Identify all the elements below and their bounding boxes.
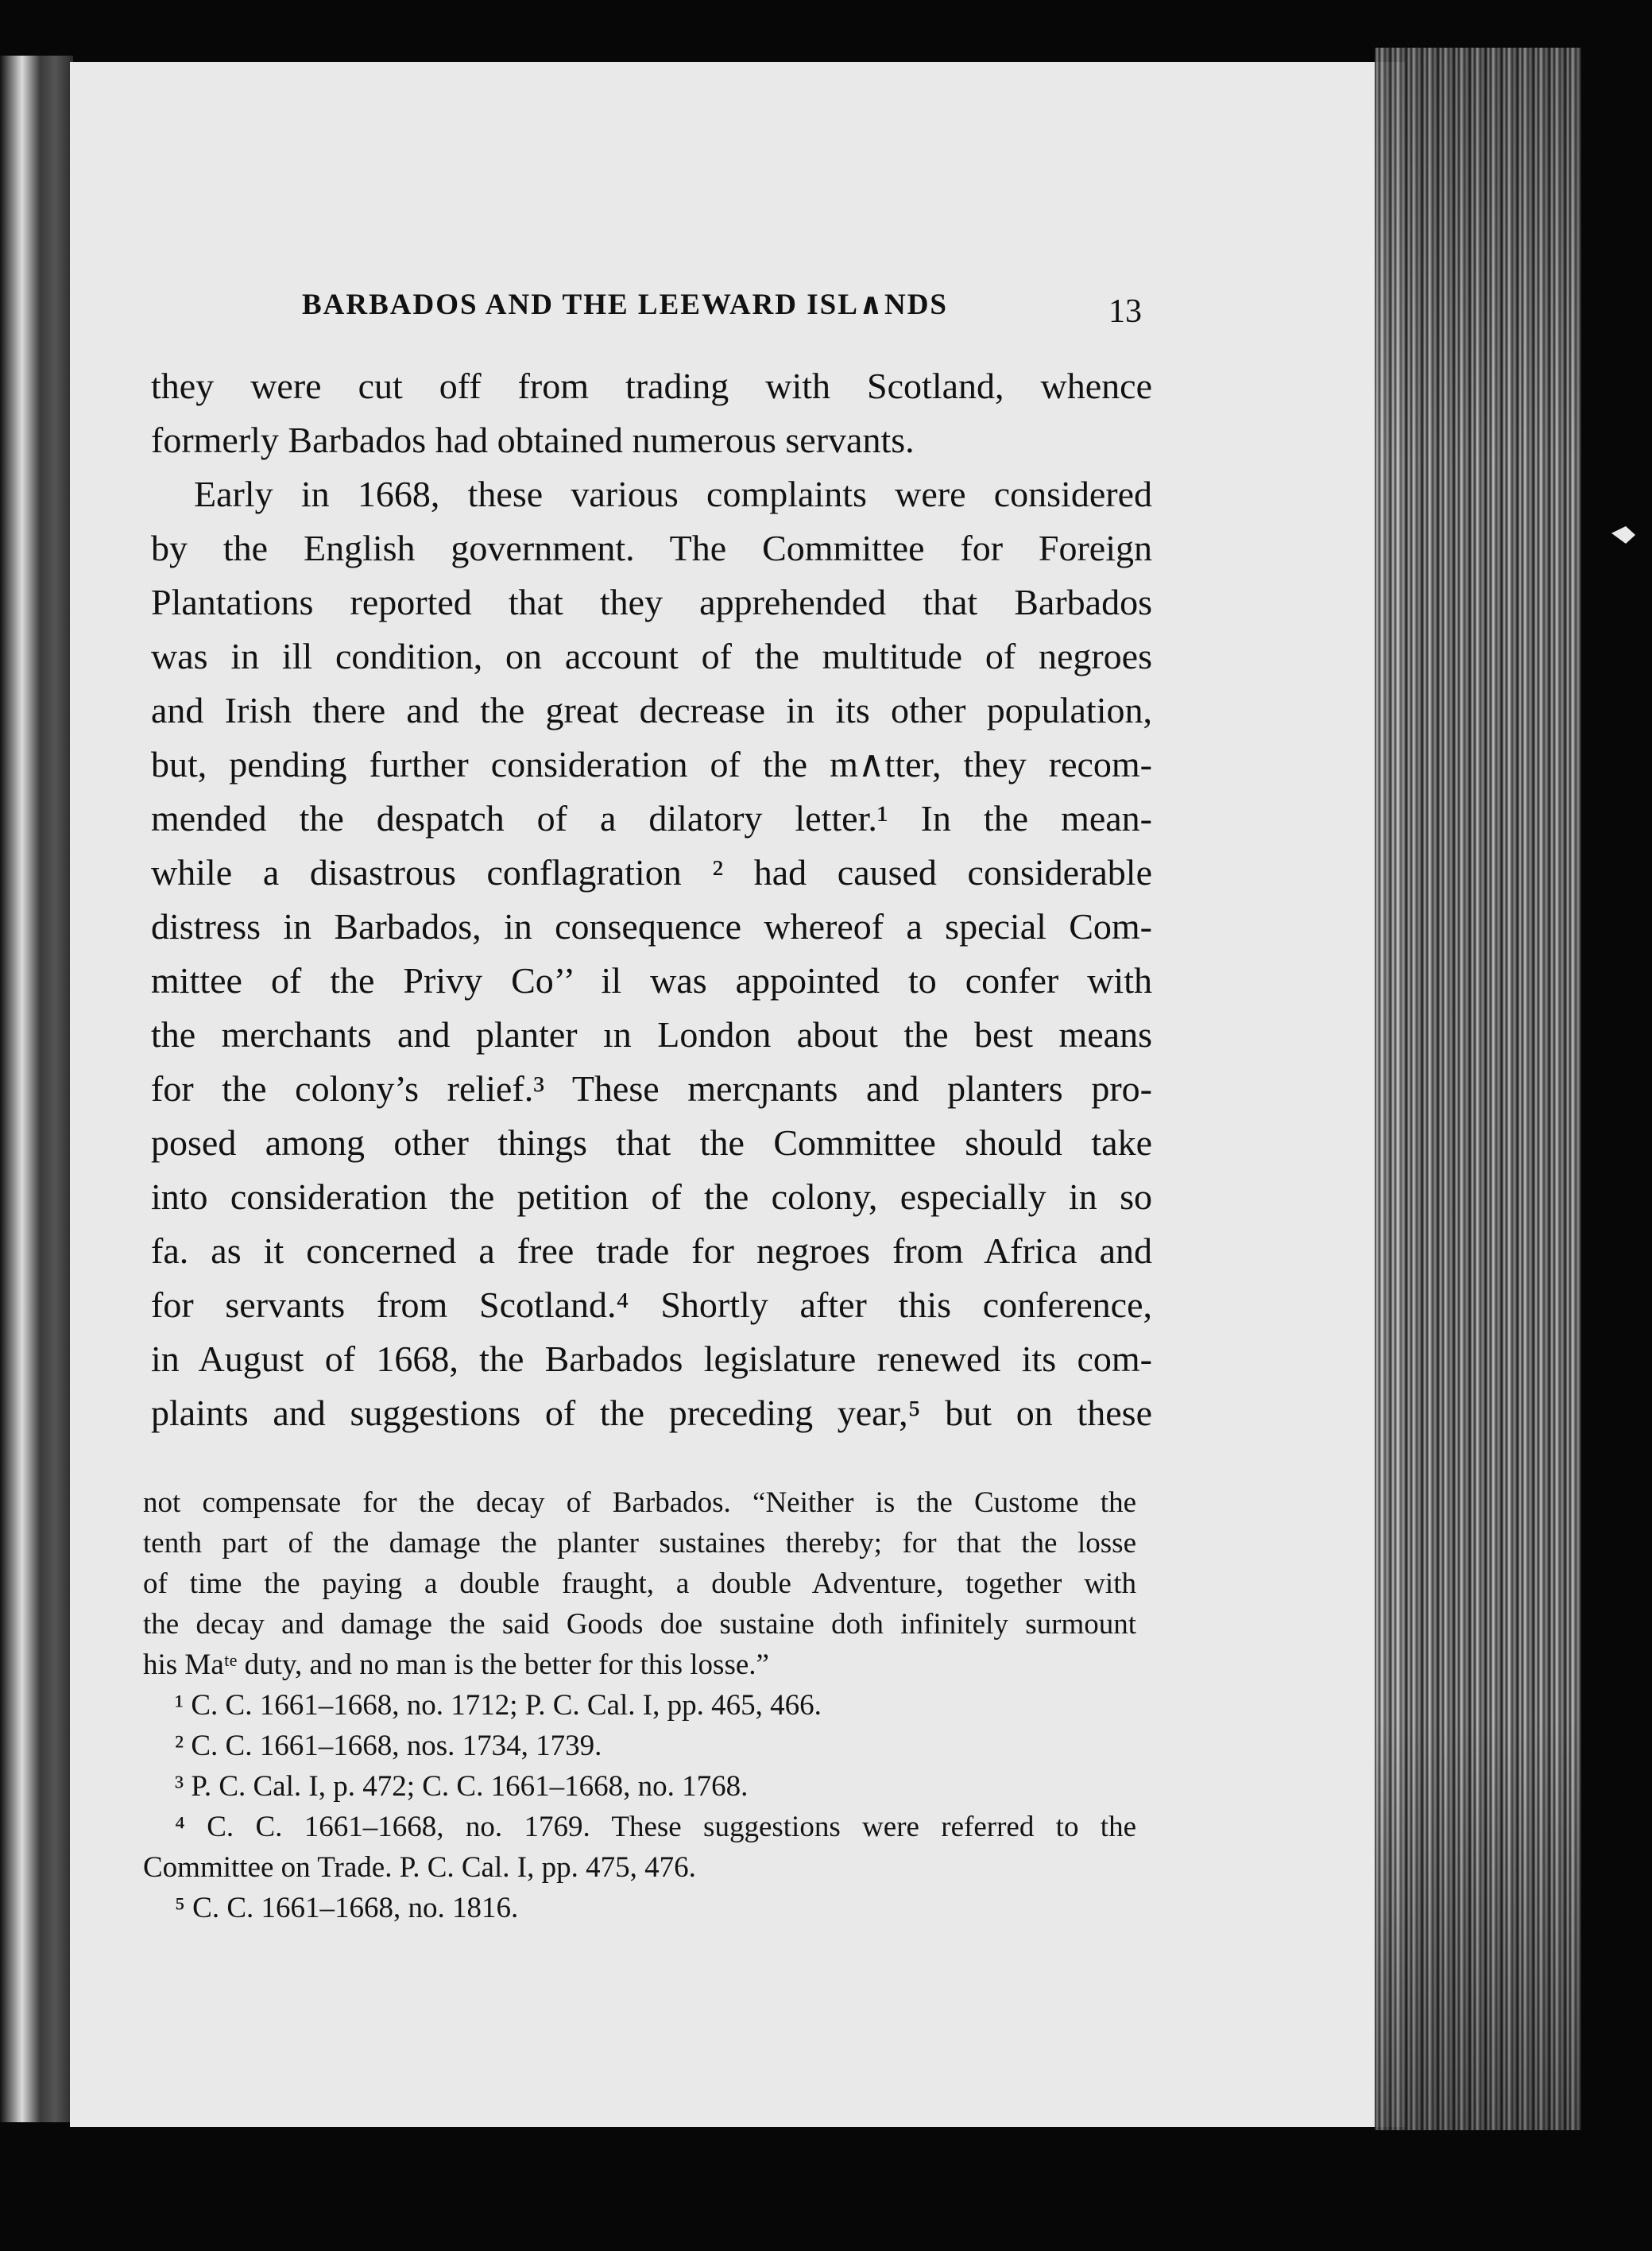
footnote-4: ⁴ C. C. 1661–1668, no. 1769. These suggestions were referred to the — [175, 1811, 1136, 1843]
body-line: for the colony’s relief.³ These mercɲants and planters pro- — [151, 1068, 1152, 1109]
footnote-continuation-line: not compensate for the decay of Barbados. “Neither is the Custome the — [143, 1486, 1136, 1519]
body-line: into consideration the petition of the colony, especially in so — [151, 1176, 1152, 1217]
body-line: was in ill condition, on account of the multitude of negroes — [151, 636, 1152, 676]
body-line: they were cut off from trading with Scotland, whence — [151, 366, 1152, 406]
footnote-continuation-line: his Maᵗᵉ duty, and no man is the better for this losse.” — [143, 1649, 769, 1681]
footnote-1: ¹ C. C. 1661–1668, no. 1712; P. C. Cal. I, pp. 465, 466. — [175, 1689, 822, 1722]
body-line: by the English government. The Committee for Foreign — [151, 528, 1152, 568]
body-text — [151, 359, 1152, 1440]
body-line: mended the despatch of a dilatory letter.¹ In the mean- — [151, 798, 1152, 839]
body-line: for servants from Scotland.⁴ Shortly after this conference, — [151, 1284, 1152, 1325]
body-line: formerly Barbados had obtained numerous servants. — [151, 420, 915, 460]
footnotes — [143, 1482, 1136, 1928]
body-line: posed among other things that the Committee should take — [151, 1122, 1152, 1163]
body-line: Early in 1668, these various complaints were considered — [194, 474, 1152, 514]
footnote-5: ⁵ C. C. 1661–1668, no. 1816. — [175, 1892, 519, 1924]
page-number: 13 — [1108, 293, 1142, 330]
body-line: distress in Barbados, in consequence whereof a special Com- — [151, 906, 1152, 947]
footnote-4-continuation: Committee on Trade. P. C. Cal. I, pp. 475, 476. — [143, 1851, 696, 1884]
body-line: in August of 1668, the Barbados legislature renewed its com- — [151, 1339, 1152, 1379]
footnote-2: ² C. C. 1661–1668, nos. 1734, 1739. — [175, 1730, 602, 1762]
body-line: but, pending further consideration of the m∧tter, they recom- — [151, 744, 1152, 785]
body-line: mittee of the Privy Co’’ il was appointed to confer with — [151, 960, 1152, 1001]
body-line: and Irish there and the great decrease in its other population, — [151, 690, 1152, 730]
footnote-continuation-line: tenth part of the damage the planter sustaines thereby; for that the losse — [143, 1527, 1136, 1559]
footnote-continuation-line: the decay and damage the said Goods doe sustaine doth infinitely surmount — [143, 1608, 1136, 1641]
body-line: while a disastrous conflagration ² had caused considerable — [151, 852, 1152, 893]
footnote-3: ³ P. C. Cal. I, p. 472; C. C. 1661–1668, no. 1768. — [175, 1770, 749, 1803]
page-stack-shading — [1375, 48, 1581, 2130]
footnote-continuation-line: of time the paying a double fraught, a double Adventure, together with — [143, 1567, 1136, 1600]
body-line: the merchants and planter ın London about the best means — [151, 1014, 1152, 1055]
body-line: fa. as it concerned a free trade for negroes from Africa and — [151, 1230, 1152, 1271]
left-page-edge — [0, 56, 73, 2122]
running-head: BARBADOS AND THE LEEWARD ISL∧NDS — [302, 289, 948, 321]
body-line: Plantations reported that they apprehended that Barbados — [151, 582, 1152, 622]
body-line: plaints and suggestions of the preceding year,⁵ but on these — [151, 1393, 1152, 1433]
